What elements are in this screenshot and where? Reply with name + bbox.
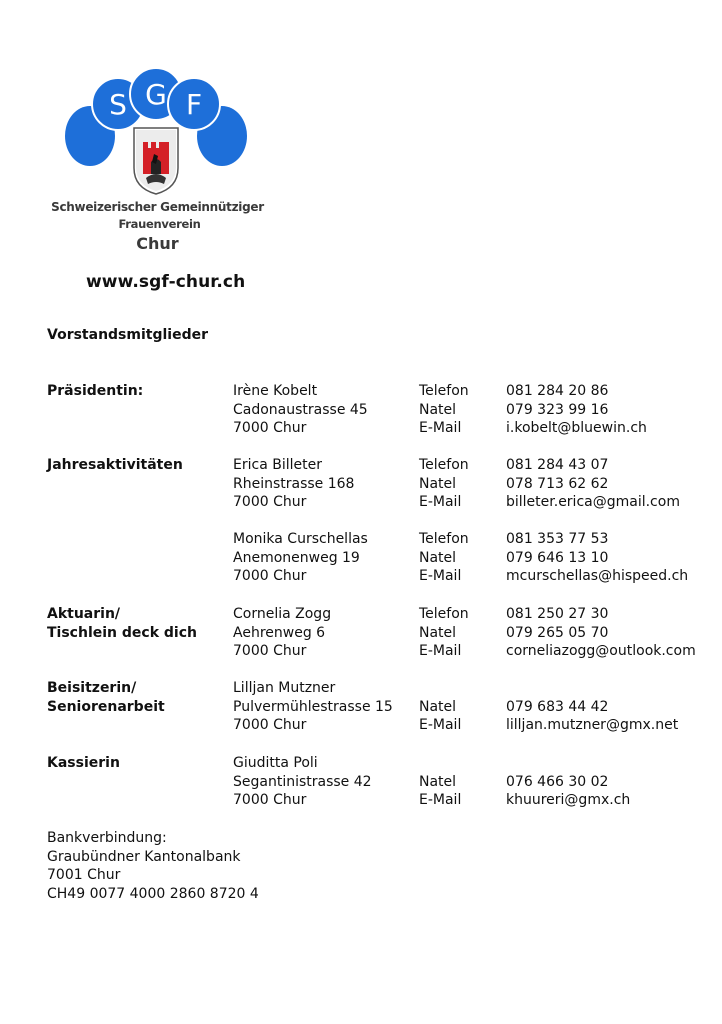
member-role: Beisitzerin/	[47, 680, 137, 696]
member-address: Pulvermühlestrasse 15	[233, 698, 393, 715]
member-role: Seniorenarbeit	[47, 698, 165, 715]
member-phone: 081 284 20 86	[506, 383, 609, 399]
org-name-line2: Frauenverein	[118, 217, 201, 231]
member-name: Giuditta Poli	[233, 755, 318, 771]
sgf-logo	[50, 66, 265, 266]
org-name-line1: Schweizerischer Gemeinnütziger	[51, 200, 264, 214]
website-link[interactable]: www.sgf-chur.ch	[86, 272, 246, 292]
member-name: Irène Kobelt	[233, 383, 318, 399]
contact-label: E-Mail	[419, 568, 462, 585]
org-name-line3: Chur	[136, 234, 179, 253]
member-address: 7000 Chur	[233, 568, 307, 585]
member-role: Tischlein deck dich	[47, 624, 197, 641]
contact-label: Telefon	[419, 457, 469, 473]
contact-label: Telefon	[419, 531, 469, 547]
letter-s: S	[109, 88, 127, 121]
letter-f: F	[185, 88, 203, 121]
member-name: Lilljan Mutzner	[233, 680, 336, 696]
contact-label: Telefon	[419, 606, 469, 622]
bank-details	[47, 829, 259, 903]
sgf-emblem	[50, 66, 265, 201]
bank-line: CH49 0077 4000 2860 8720 4	[47, 885, 259, 902]
contact-label: Natel	[419, 698, 457, 715]
member-role: Präsidentin:	[47, 383, 144, 399]
member-role: Aktuarin/	[47, 606, 121, 622]
member-address: Cadonaustrasse 45	[233, 401, 368, 418]
member-email[interactable]: lilljan.mutzner@gmx.net	[506, 717, 679, 734]
member-address: 7000 Chur	[233, 717, 307, 734]
bank-line: Bankverbindung:	[47, 830, 167, 846]
member-phone: 081 284 43 07	[506, 457, 609, 473]
member-name: Cornelia Zogg	[233, 606, 332, 622]
member-email[interactable]: i.kobelt@bluewin.ch	[506, 420, 647, 437]
section-heading: Vorstandsmitglieder	[47, 327, 208, 343]
member-role: Jahresaktivitäten	[47, 457, 183, 473]
contact-label: Telefon	[419, 383, 469, 399]
member-name: Erica Billeter	[233, 457, 322, 473]
member-email[interactable]: billeter.erica@gmail.com	[506, 494, 680, 511]
member-address: Segantinistrasse 42	[233, 773, 372, 790]
member-address: Rheinstrasse 168	[233, 475, 355, 492]
member-role: Kassierin	[47, 755, 120, 771]
member-address: 7000 Chur	[233, 792, 307, 809]
member-phone: 081 353 77 53	[506, 531, 609, 547]
bank-line: 7001 Chur	[47, 867, 121, 884]
contact-label: Natel	[419, 475, 457, 492]
member-phone: 079 265 05 70	[506, 624, 609, 641]
contact-label: E-Mail	[419, 792, 462, 809]
contact-label: E-Mail	[419, 717, 462, 734]
letter-g: G	[145, 78, 167, 111]
contact-label: E-Mail	[419, 494, 462, 511]
contact-label: E-Mail	[419, 420, 462, 437]
member-address: Aehrenweg 6	[233, 624, 326, 641]
contact-label: Natel	[419, 549, 457, 566]
contact-label: Natel	[419, 624, 457, 641]
member-phone: 079 323 99 16	[506, 401, 609, 418]
member-address: 7000 Chur	[233, 420, 307, 437]
member-email[interactable]: khuureri@gmx.ch	[506, 792, 631, 809]
contact-label: Natel	[419, 401, 457, 418]
member-email[interactable]: mcurschellas@hispeed.ch	[506, 568, 689, 585]
member-phone: 078 713 62 62	[506, 475, 609, 492]
contact-label: E-Mail	[419, 643, 462, 660]
member-address: Anemonenweg 19	[233, 549, 360, 566]
contact-label: Natel	[419, 773, 457, 790]
member-phone: 081 250 27 30	[506, 606, 609, 622]
member-email[interactable]: corneliazogg@outlook.com	[506, 643, 696, 660]
member-address: 7000 Chur	[233, 494, 307, 511]
bank-line: Graubündner Kantonalbank	[47, 848, 241, 865]
member-address: 7000 Chur	[233, 643, 307, 660]
member-name: Monika Curschellas	[233, 531, 368, 547]
member-phone: 079 646 13 10	[506, 549, 609, 566]
member-phone: 079 683 44 42	[506, 698, 609, 715]
member-phone: 076 466 30 02	[506, 773, 609, 790]
